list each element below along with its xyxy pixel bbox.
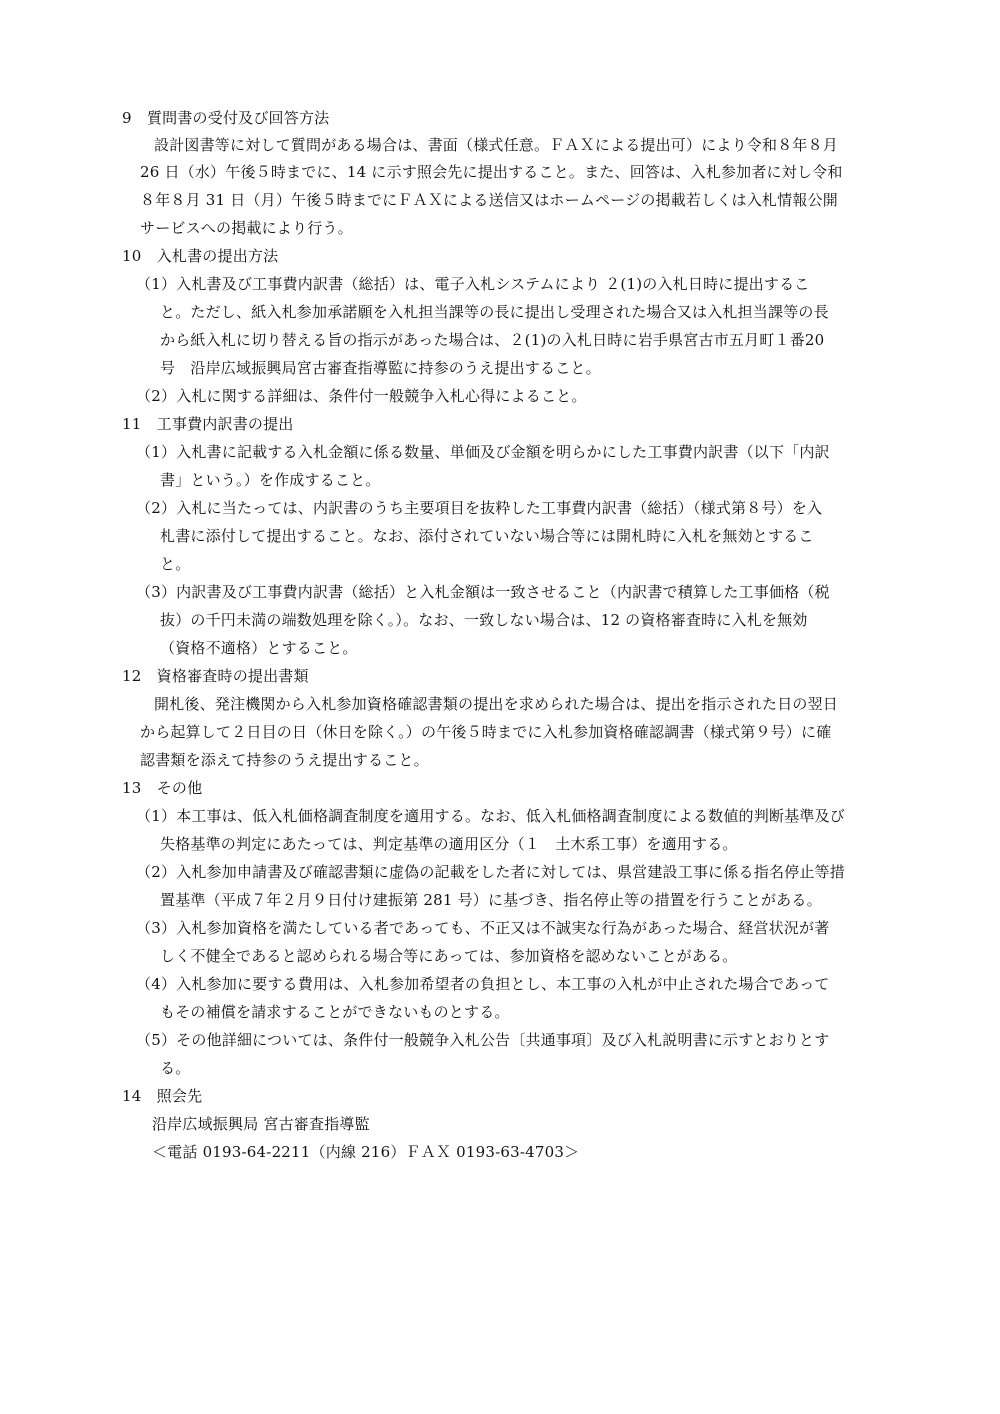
list-item-line: る。 (160, 1059, 191, 1077)
list-item-line: （5）その他詳細については、条件付一般競争入札公告〔共通事項〕及び入札説明書に示すとおりとす (136, 1031, 830, 1049)
list-item-line: 失格基準の判定にあたっては、判定基準の適用区分（１ 土木系工事）を適用する。 (160, 835, 738, 853)
list-item-line: （資格不適格）とすること。 (160, 639, 358, 657)
section-heading: 9 質問書の受付及び回答方法 (122, 109, 330, 127)
list-item-line: （2）入札に当たっては、内訳書のうち主要項目を抜粋した工事費内訳書（総括）（様式第８号）を入 (136, 499, 823, 517)
paragraph-line: サービスへの掲載により行う。 (140, 219, 353, 237)
list-item-line: と。 (160, 555, 191, 573)
contact-phone-fax: ＜電話 0193-64-2211（内線 216）ＦＡＸ 0193-63-4703＞ (152, 1143, 580, 1161)
paragraph-line: 26 日（水）午後５時までに、14 に示す照会先に提出すること。また、回答は、入札参加者に対し令和 (140, 163, 843, 181)
list-item-line: 抜）の千円未満の端数処理を除く。）。なお、一致しない場合は、12 の資格審査時に入札を無効 (160, 611, 808, 629)
section-heading: 12 資格審査時の提出書類 (122, 667, 309, 685)
list-item-line: 号 沿岸広域振興局宮古審査指導監に持参のうえ提出すること。 (160, 359, 601, 377)
list-item-line: （2）入札に関する詳細は、条件付一般競争入札心得によること。 (136, 387, 587, 405)
paragraph-line: ８年８月 31 日（月）午後５時までにＦＡＸによる送信又はホームページの掲載若しくは入札情報公開 (140, 191, 838, 209)
list-item-line: もその補償を請求することができないものとする。 (160, 1003, 510, 1021)
list-item-line: 札書に添付して提出すること。なお、添付されていない場合等には開札時に入札を無効とするこ (160, 527, 814, 545)
section-heading: 13 その他 (122, 779, 203, 797)
paragraph-line: 設計図書等に対して質問がある場合は、書面（様式任意。ＦＡＸによる提出可）により令和８年８月 (154, 136, 839, 154)
list-item-line: と。ただし、紙入札参加承諾願を入札担当課等の長に提出し受理された場合又は入札担当課等の長 (160, 303, 829, 321)
section-heading: 10 入札書の提出方法 (122, 247, 279, 265)
paragraph-line: 開札後、発注機関から入札参加資格確認書類の提出を求められた場合は、提出を指示された日の翌日 (154, 695, 839, 713)
section-heading: 11 工事費内訳書の提出 (122, 415, 294, 433)
contact-office: 沿岸広域振興局 宮古審査指導監 (152, 1115, 370, 1133)
list-item-line: （2）入札参加申請書及び確認書類に虚偽の記載をした者に対しては、県営建設工事に係る指名停止等措 (136, 863, 845, 881)
section-heading: 14 照会先 (122, 1087, 203, 1105)
paragraph-line: から起算して２日目の日（休日を除く。）の午後５時までに入札参加資格確認調書（様式第９号）に確 (140, 723, 832, 741)
list-item-line: （3）内訳書及び工事費内訳書（総括）と入札金額は一致させること（内訳書で積算した工事価格（税 (136, 583, 830, 601)
list-item-line: しく不健全であると認められる場合等にあっては、参加資格を認めないことがある。 (160, 947, 738, 965)
list-item-line: （1）入札書及び工事費内訳書（総括）は、電子入札システムにより ２(1)の入札日時に提出するこ (136, 275, 810, 293)
list-item-line: （1）本工事は、低入札価格調査制度を適用する。なお、低入札価格調査制度による数値的判断基準及び (136, 807, 845, 825)
list-item-line: 置基準（平成７年２月９日付け建振第 281 号）に基づき、指名停止等の措置を行うことがある。 (160, 891, 822, 909)
list-item-line: （1）入札書に記載する入札金額に係る数量、単価及び金額を明らかにした工事費内訳書（以下「内訳 (136, 443, 830, 461)
paragraph-line: 認書類を添えて持参のうえ提出すること。 (140, 751, 429, 769)
list-item-line: （4）入札参加に要する費用は、入札参加希望者の負担とし、本工事の入札が中止された場合であって (136, 975, 830, 993)
list-item-line: （3）入札参加資格を満たしている者であっても、不正又は不誠実な行為があった場合、経営状況が著 (136, 919, 830, 937)
list-item-line: から紙入札に切り替える旨の指示があった場合は、２(1)の入札日時に岩手県宮古市五月町１番20 (160, 331, 825, 349)
list-item-line: 書」という。）を作成すること。 (160, 471, 381, 489)
